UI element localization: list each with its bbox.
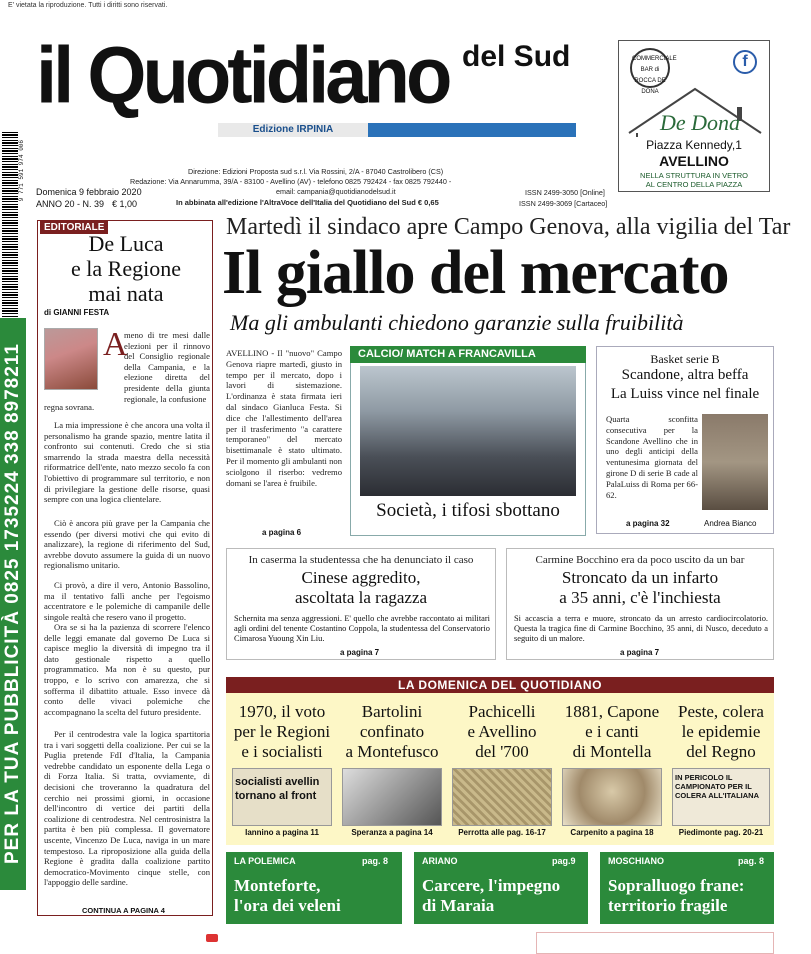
domenica-col-caption[interactable]: Piedimonte pag. 20-21 [678, 828, 764, 837]
main-subhead: Ma gli ambulanti chiedono garanzie sulla fruibilità [230, 310, 684, 335]
editorial-paragraph: Ora se si ha la pazienza di scorrere l'elenco delle leggi emanate dal governo De Luca si capisce meglio la diversità di impegno tra il dato gestionale rispetto a quello programmatico. Ma non è su questo, pur troppo, e lo scrivo con amarezza, che si sofferma il dibattito attuale. Esso invece dà conto delle vivaci polemiche che accompagnano la scelta del futuro presidente. [44, 622, 210, 717]
article2-title-line2[interactable]: a 35 anni, c'è l'inchiesta [559, 588, 721, 607]
main-kicker: Martedì il sindaco apre Campo Genova, alla vigilia del Tar [226, 214, 791, 240]
bottom-box-title[interactable]: Sopralluogo frane: [608, 876, 745, 895]
domenica-col-title[interactable]: e i socialisti [241, 742, 323, 761]
domenica-col-title[interactable]: 1881, Capone [564, 702, 660, 721]
editorial-paragraph: Ci provò, a dire il vero, Antonio Bassolino, ma il tentativo fallì anche per l'egoismo accentratore e le polemiche di campanile delle singole realtà che resero vano il progetto. [44, 580, 210, 622]
basket-page-ref[interactable]: a pagina 32 [626, 519, 670, 528]
price: € 1,00 [112, 199, 138, 209]
domenica-col-image [562, 768, 662, 826]
editorial-paragraph: meno di tre mesi dalle elezioni per il rinnovo del Consiglio regionale della Campania, e la elezione diretta del presidente della giunta regionale, la confusione [124, 330, 210, 404]
domenica-col-title[interactable]: Bartolini [361, 702, 423, 721]
article1-kicker: In caserma la studentessa che ha denunciato il caso [248, 554, 474, 566]
bottom-box-page[interactable]: pag. 8 [362, 856, 389, 866]
issue-date: Domenica 9 febbraio 2020 [36, 187, 142, 197]
calcio-header: CALCIO/ MATCH A FRANCAVILLA [350, 346, 586, 363]
domenica-col-image [452, 768, 552, 826]
article1-text: Schernita ma senza aggressioni. E' quello che avrebbe raccontato ai militari agli ordini del tenente Costantino Coppola, la studentessa del Conservatorio Cimarosa Yuoung Xin Liu. [234, 614, 490, 643]
article1-title-line1[interactable]: Cinese aggredito, [301, 568, 421, 587]
domenica-col-image: socialisti avellin tornano al front [232, 768, 332, 826]
edition-label: Edizione IRPINIA [218, 123, 368, 137]
basket-photo [702, 414, 768, 510]
article2-kicker: Carmine Bocchino era da poco uscito da un bar [535, 554, 745, 566]
info-redazione: Redazione: Via Annarumma, 39/A - 83100 - Avellino (AV) - telefono 0825 792424 - fax 0825 792440 - [130, 177, 452, 186]
domenica-col-caption[interactable]: Iannino a pagina 11 [245, 828, 319, 837]
barcode-number: 9 771 591 974 006 [18, 140, 25, 202]
ad-line1: NELLA STRUTTURA IN VETRO [640, 171, 748, 180]
domenica-col-title[interactable]: per le Regioni [233, 722, 331, 741]
bottom-box-tag: ARIANO [422, 856, 458, 866]
issn-print: ISSN 2499-3069 [Cartaceo] [519, 199, 608, 208]
article2-text: Si accascia a terra e muore, stroncato da un arresto cardiocircolatorio. Questa la tragica fine di Carmine Bocchino, 35 anni, di Nusco, deceduto a seguito di un malore. [514, 614, 768, 643]
calcio-caption[interactable]: Società, i tifosi sbottano [376, 500, 560, 521]
article1-page-ref[interactable]: a pagina 7 [340, 648, 380, 657]
info-email: email: campania@quotidianodelsud.it [276, 187, 396, 196]
main-page-ref[interactable]: a pagina 6 [262, 528, 302, 537]
domenica-col-title[interactable]: e i canti [585, 722, 639, 741]
ad-brand: De Dona [660, 110, 741, 135]
red-mark [206, 934, 218, 942]
editorial-continue-link[interactable]: CONTINUA A PAGINA 4 [82, 906, 165, 915]
domenica-col-caption[interactable]: Perrotta alle pag. 16-17 [458, 828, 546, 837]
info-insert: In abbinata all'edizione l'AltraVoce dell'Italia del Quotidiano del Sud € 0,65 [176, 198, 439, 207]
bottom-box-title[interactable]: Monteforte, [234, 876, 321, 895]
domenica-col-title[interactable]: del '700 [475, 742, 529, 761]
editorial-author: di GIANNI FESTA [44, 308, 110, 317]
bottom-box-title[interactable]: Carcere, l'impegno [422, 876, 561, 895]
issue-number: ANNO 20 - N. 39 [36, 199, 105, 209]
calcio-photo [360, 366, 576, 496]
ad-city: AVELLINO [659, 153, 729, 169]
editorial-title-line3[interactable]: mai nata [88, 281, 164, 306]
article1-title-line2[interactable]: ascoltata la ragazza [294, 588, 428, 607]
masthead-title: il Quotidiano [36, 30, 449, 121]
article2-title-line1[interactable]: Stroncato da un infarto [561, 568, 719, 587]
domenica-col-image [342, 768, 442, 826]
ad-address: Piazza Kennedy,1 [646, 138, 742, 152]
article2-page-ref[interactable]: a pagina 7 [620, 648, 660, 657]
issn-online: ISSN 2499-3050 [Online] [525, 188, 605, 197]
editorial-dropcap: A [103, 326, 128, 363]
domenica-col-title[interactable]: del Regno [686, 742, 756, 761]
basket-title-line2[interactable]: La Luiss vince nel finale [610, 386, 760, 402]
basket-text: Quarta sconfitta consecutiva per la Scandone Avellino che in uno degli anticipi della ventunesima giornata del girone D di serie B cade al PalaLuiss di Roma per 66-62. [606, 414, 698, 500]
seal-icon: COMMERCIALE BAR di ROCCA DE DONA [630, 48, 670, 88]
editorial-title-line1[interactable]: De Luca [88, 231, 164, 256]
barcode-icon [2, 132, 18, 322]
bottom-box-page[interactable]: pag.9 [552, 856, 576, 866]
bottom-box-tag: LA POLEMICA [234, 856, 296, 866]
domenica-col-title[interactable]: e Avellino [467, 722, 537, 741]
domenica-col-caption[interactable]: Speranza a pagina 14 [351, 828, 433, 837]
editorial-paragraph: Per il centrodestra vale la logica spartitoria tra i vari soggetti della coalizione. Per cui se la Puglia pretende FdI d'Italia, la Campania vedrebbe candidato un esponente della Lega o di Forza Italia. Si tratta, ovviamente, di decisioni che troveranno la quadratura del cerchio nei prossimi giorni, in occasione dell'incontro di vertice dei partiti della coalizione di centrodestra. Nel centrosinistra la partita è ben più complessa. Il governatore uscente, Vincenzo De Luca, naviga in un mare tempestoso. La riproposizione alla guida della Regione è gradita dalla coalizione partito democratico-Movimento cinque stelle, con l'appoggio delle sardine. [44, 729, 210, 888]
editorial-title-line2[interactable]: e la Regione [71, 256, 181, 281]
basket-photo-credit: Andrea Bianco [704, 519, 757, 528]
domenica-col-title[interactable]: a Montefusco [345, 742, 439, 761]
copyright-notice: E' vietata la riproduzione. Tutti i diritti sono riservati. [8, 2, 168, 9]
info-direction: Direzione: Edizioni Proposta sud s.r.l. Via Rossini, 2/A - 87040 Castrolibero (CS) [188, 167, 444, 176]
bottom-box-title[interactable]: territorio fragile [608, 896, 728, 915]
facebook-icon[interactable]: f [733, 50, 757, 74]
editorial-paragraph: La mia impressione è che ancora una volta il personalismo ha grande spazio, mentre latita il confronto sui contenuti. Credo che si stia smarrendo la strada maestra della necessità riformatrice dell'ente, nato mezzo secolo fa con l'obiettivo di programmare sul territorio, e non di privilegiare la gestione delle risorse, quasi sempre con una logica clientelare. [44, 420, 210, 505]
domenica-col-caption[interactable]: Carpenito a pagina 18 [570, 828, 654, 837]
basket-kicker: Basket serie B [650, 352, 720, 366]
editorial-paragraph: regna sovrana. [44, 402, 95, 412]
bottom-box-title[interactable]: di Maraia [422, 896, 495, 915]
advertising-strip-text: PER LA TUA PUBBLICITÀ 0825 1735224 338 8978211 [2, 343, 23, 865]
domenica-col-image: IN PERICOLO IL CAMPIONATO PER IL COLERA ALL'ITALIANA [672, 768, 770, 826]
domenica-col-title[interactable]: Peste, colera [678, 702, 764, 721]
editorial-tag: EDITORIALE [40, 221, 108, 234]
ad-line2: AL CENTRO DELLA PIAZZA [645, 180, 743, 189]
domenica-col-title[interactable]: Pachicelli [468, 702, 536, 721]
bottom-box-tag: MOSCHIANO [608, 856, 664, 866]
bottom-ad-fragment [536, 932, 774, 954]
domenica-col-title[interactable]: di Montella [572, 742, 652, 761]
masthead-subtitle: del Sud [462, 40, 571, 73]
domenica-col-title[interactable]: confinato [359, 722, 425, 741]
editorial-paragraph: Ciò è ancora più grave per la Campania che essendo (per diversi motivi che qui evito di analizzare), la regione di riferimento del Sud, avrebbe dovuto assumere la guida di un nuovo regionalismo unitario. [44, 518, 210, 571]
main-headline[interactable]: Il giallo del mercato [222, 239, 729, 307]
basket-title-line1[interactable]: Scandone, altra beffa [621, 367, 749, 383]
author-photo [44, 328, 98, 390]
domenica-col-title[interactable]: le epidemie [681, 722, 761, 741]
bottom-box-page[interactable]: pag. 8 [738, 856, 765, 866]
domenica-col-title[interactable]: 1970, il voto [238, 702, 326, 721]
main-body-text: AVELLINO - Il "nuovo" Campo Genova riapre martedì, giusto in tempo per il mercato, dopo i lavori di sistemazione. L'ordinanza è stata firmata ieri dal sindaco Gianluca Festa. Si dice che l'allestimento dell'area per il trasferimento "a carattere temporaneo" del mercato bisettimanale è stato ultimato. Per il momento gli ambulanti non sciolgono il riserbo: vedremo domani se l'area è fruibile. [226, 348, 342, 488]
bottom-box-title[interactable]: l'ora dei veleni [234, 896, 341, 915]
domenica-title: LA DOMENICA DEL QUOTIDIANO [398, 678, 602, 692]
